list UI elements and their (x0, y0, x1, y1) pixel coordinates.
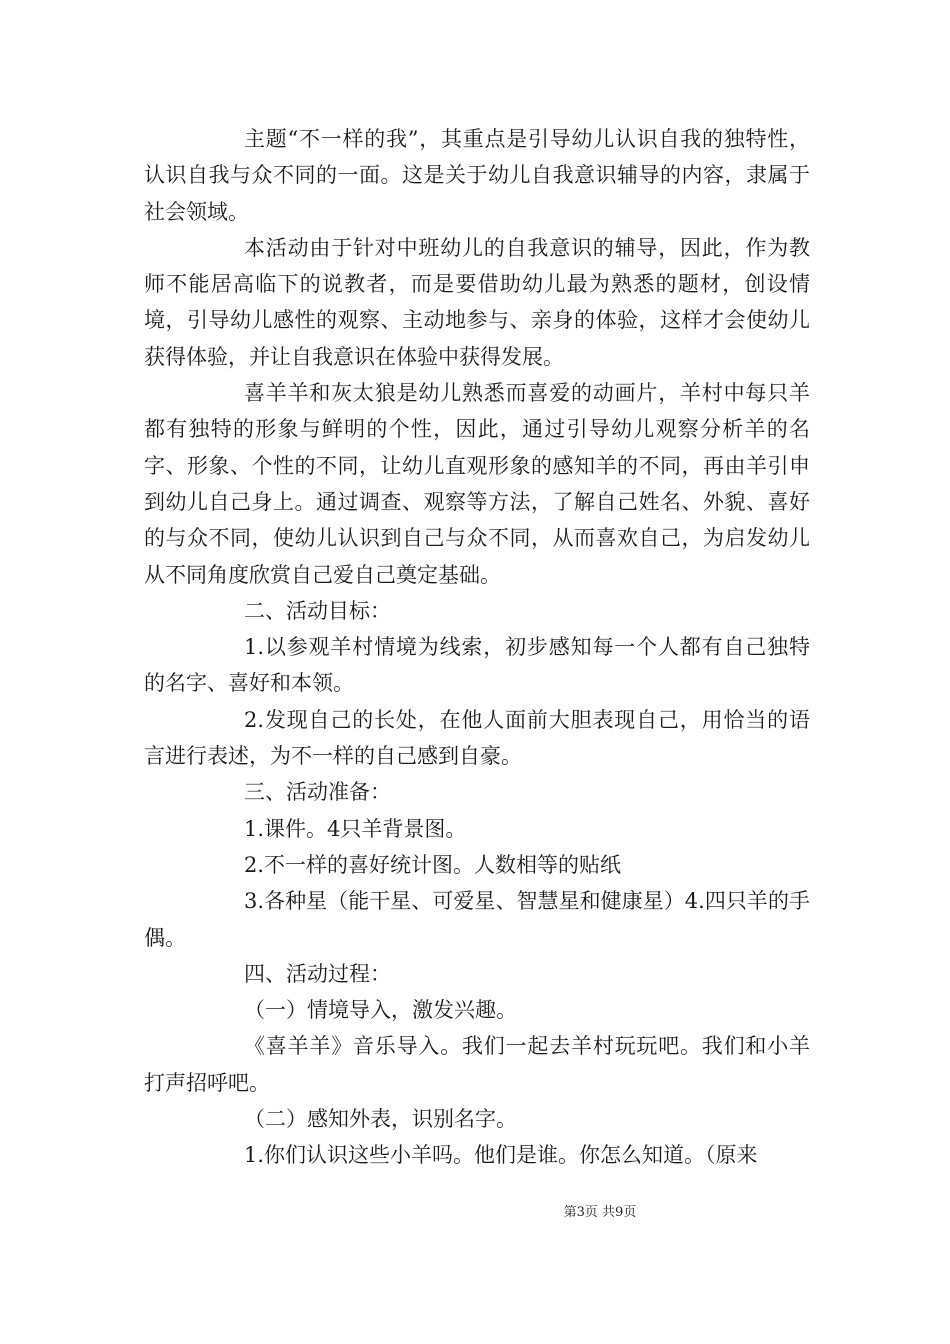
process-step-2-item-1: 1.你们认识这些小羊吗。他们是谁。你怎么知道。（原来 (244, 1143, 758, 1168)
section-heading-preparation: 三、活动准备： (244, 780, 391, 805)
page-number: 第3页 共9页 (563, 1205, 637, 1220)
preparation-item-2: 2.不一样的喜好统计图。人数相等的贴纸 (244, 852, 622, 877)
process-step-1-text: 《喜羊羊》音乐导入。我们一起去羊村玩玩吧。我们和小羊打声招呼吧。 (144, 1034, 810, 1095)
preparation-item-3: 3.各种星（能干星、可爱星、智慧星和健康星）4.四只羊的手偶。 (144, 889, 810, 950)
paragraph-activity-rationale: 本活动由于针对中班幼儿的自我意识的辅导，因此，作为教师不能居高临下的说教者，而是要借助幼儿最为熟悉的题材，创设情境，引导幼儿感性的观察、主动地参与、亲身的体验，这样才会使幼儿获得体验，并让自我意识在体验中获得发展。 (144, 235, 810, 369)
goal-item-1: 1.以参观羊村情境为线索，初步感知每一个人都有自己独特的名字、喜好和本领。 (144, 635, 810, 696)
document-body (144, 121, 810, 1174)
section-heading-goals: 二、活动目标： (244, 598, 391, 623)
process-step-1-heading: （一）情境导入，激发兴趣。 (244, 998, 517, 1023)
preparation-item-1: 1.课件。4只羊背景图。 (244, 816, 467, 841)
paragraph-cartoon-context: 喜羊羊和灰太狼是幼儿熟悉而喜爱的动画片，羊村中每只羊都有独特的形象与鲜明的个性，因此，通过引导幼儿观察分析羊的名字、形象、个性的不同，让幼儿直观形象的感知羊的不同，再由羊引申到幼儿自己身上。通过调查、观察等方法，了解自己姓名、外貌、喜好的与众不同，使幼儿认识到自己与众不同，从而喜欢自己，为启发幼儿从不同角度欣赏自己爱自己奠定基础。 (144, 381, 810, 587)
paragraph-theme: 主题“不一样的我”，其重点是引导幼儿认识自我的独特性，认识自我与众不同的一面。这是关于幼儿自我意识辅导的内容，隶属于社会领域。 (144, 127, 810, 224)
goal-item-2: 2.发现自己的长处，在他人面前大胆表现自己，用恰当的语言进行表述，为不一样的自己感到自豪。 (144, 707, 810, 769)
process-step-2-heading: （二）感知外表，识别名字。 (244, 1107, 517, 1132)
section-heading-process: 四、活动过程： (244, 961, 391, 986)
